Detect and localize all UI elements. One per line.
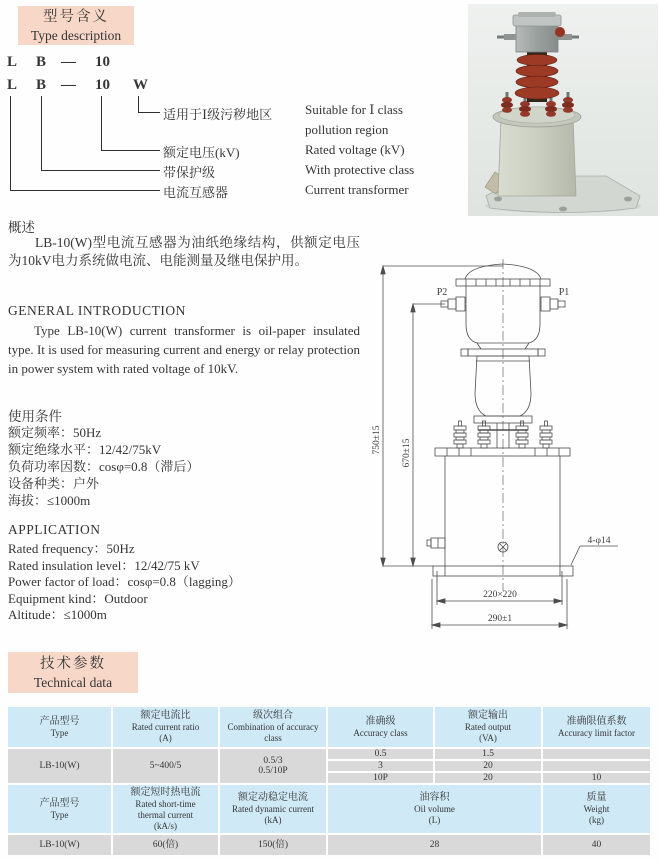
type-description-title-en: Type description xyxy=(30,27,122,43)
connector-line-l-horizontal xyxy=(10,190,160,191)
col-header-accuracy-combination: 级次组合 Combination of accuracy class xyxy=(220,707,326,747)
connector-line-10-horizontal xyxy=(101,150,160,151)
cell-oil-volume: 28 xyxy=(328,835,541,855)
usage-conditions-heading: 使用条件 xyxy=(8,409,62,424)
col-header-accuracy-class: 准确级 Accuracy class xyxy=(328,707,433,747)
application-heading: APPLICATION xyxy=(8,522,101,537)
product-photo xyxy=(468,4,658,216)
dim-label-220: 220×220 xyxy=(483,590,517,600)
usage-condition-item: 额定频率：50Hz xyxy=(8,425,102,440)
col-header-short-time-thermal-current: 额定短时热电流 Rated short-time thermal current (kA/s) xyxy=(113,785,218,833)
cell-rated-output: 20 xyxy=(435,761,541,771)
dim-label-750: 750±15 xyxy=(372,425,382,455)
technical-drawing xyxy=(370,253,660,665)
cell-weight: 40 xyxy=(543,835,650,855)
type-label-pollution-en-2: pollution region xyxy=(305,122,389,137)
photo-base-hole xyxy=(559,207,567,212)
cell-accuracy-class: 0.5 xyxy=(328,749,433,759)
holes-callout-label: 4-φ14 xyxy=(587,536,611,546)
overview-paragraph-zh: LB-10(W)型电流互感器为油纸绝缘结构，供额定电压为10kV电力系统做电流、电能测量及继电保护用。 xyxy=(8,235,360,268)
type-code-letter: — xyxy=(61,77,76,93)
type-code-letter: 10 xyxy=(95,77,110,93)
cell-rated-output: 20 xyxy=(435,773,541,783)
col-header-oil-volume: 油容积 Oil volume (L) xyxy=(328,785,541,833)
col-header-weight: 质量 Weight (kg) xyxy=(543,785,650,833)
technical-data-title-zh: 技术参数 xyxy=(40,656,106,672)
technical-data-header-box xyxy=(8,652,138,693)
general-introduction-heading: GENERAL INTRODUCTION xyxy=(8,303,186,318)
terminal-label-p1: P1 xyxy=(558,287,570,298)
connector-line-l-vertical xyxy=(10,96,11,191)
col-header-accuracy-limit-factor: 准确限值系数 Accuracy limit factor xyxy=(543,707,650,747)
col-header-dynamic-current: 额定动稳定电流 Rated dynamic current (kA) xyxy=(220,785,326,833)
type-label-ct-en: Current transformer xyxy=(305,182,409,197)
application-item: Equipment kind：Outdoor xyxy=(8,590,148,606)
cell-accuracy-combination: 0.5/3 0.5/10P xyxy=(220,749,326,783)
usage-condition-item: 海拔：≤1000m xyxy=(8,493,91,508)
drawing-terminal-p1 xyxy=(541,297,565,311)
drawing-tank-lid xyxy=(435,448,570,456)
cell-rated-output: 1.5 xyxy=(435,749,541,759)
type-label-protective-zh: 带保护级 xyxy=(163,165,216,180)
col-header-rated-current-ratio: 额定电流比 Rated current ratio (A) xyxy=(113,707,218,747)
type-code-letter: 10 xyxy=(95,54,110,70)
application-item: Rated insulation level：12/42/75 kV xyxy=(8,557,200,573)
connector-line-b-horizontal xyxy=(41,170,160,171)
connector-line-10-vertical xyxy=(101,96,102,151)
type-label-pollution-en-1: Suitable for Ⅰ class xyxy=(305,102,403,117)
type-code-letter: L xyxy=(7,54,18,70)
cell-product-type-2: LB-10(W) xyxy=(8,835,111,855)
spec-table xyxy=(8,707,650,855)
type-code-letter: — xyxy=(61,54,76,70)
col-header-rated-output: 额定输出 Rated output (VA) xyxy=(435,707,541,747)
general-introduction-paragraph: Type LB-10(W) current transformer is oil-paper insulated type. It is used for measuring current and energy or relay protection in power system with rated voltage of 10kV. xyxy=(8,323,360,376)
photo-base-hole xyxy=(624,197,632,202)
cell-product-type: LB-10(W) xyxy=(8,749,111,783)
photo-base-hole xyxy=(494,197,502,202)
usage-conditions-list xyxy=(8,424,199,509)
technical-data-title-en: Technical data xyxy=(33,674,113,690)
overview-heading-zh: 概述 xyxy=(8,220,35,235)
cell-accuracy-class: 10P xyxy=(328,773,433,783)
col-header-type-2: 产品型号 Type xyxy=(8,785,111,833)
type-code-letter: B xyxy=(36,77,47,93)
photo-head-red-fitting xyxy=(555,27,565,37)
type-code-letter: W xyxy=(133,77,148,93)
type-label-voltage-en: Rated voltage (kV) xyxy=(305,142,405,157)
type-label-pollution-zh: 适用于Ⅰ级污秽地区 xyxy=(163,107,273,122)
connector-line-w-vertical xyxy=(138,96,139,113)
type-description-title-zh: 型号含义 xyxy=(43,9,109,25)
application-item: Power factor of load：cosφ=0.8（lagging） xyxy=(8,574,241,589)
cell-rated-current-ratio: 5~400/5 xyxy=(113,749,218,783)
usage-condition-item: 额定绝缘水平：12/42/75kV xyxy=(8,442,162,457)
cell-accuracy-limit: 10 xyxy=(543,773,650,783)
terminal-label-p2: P2 xyxy=(436,287,448,298)
dim-label-290: 290±1 xyxy=(487,614,513,624)
application-item: Rated frequency：50Hz xyxy=(8,541,135,556)
connector-line-w-horizontal xyxy=(138,112,160,113)
connector-line-b-vertical xyxy=(41,96,42,171)
usage-condition-item: 设备种类：户外 xyxy=(8,476,100,491)
dim-label-670: 670±15 xyxy=(402,438,412,468)
type-label-voltage-zh: 额定电压(kV) xyxy=(163,145,240,160)
cell-accuracy-limit xyxy=(543,761,650,771)
type-label-ct-zh: 电流互感器 xyxy=(163,185,229,200)
cell-accuracy-class: 3 xyxy=(328,761,433,771)
application-item: Altitude：≤1000m xyxy=(8,607,107,622)
type-code-letter: B xyxy=(36,54,47,70)
usage-condition-item: 负荷功率因数：cosφ=0.8（滞后） xyxy=(8,459,200,474)
col-header-type: 产品型号 Type xyxy=(8,707,111,747)
application-list xyxy=(8,541,241,624)
cell-dynamic-current: 150(倍) xyxy=(220,835,326,855)
type-code-letter: L xyxy=(7,77,18,93)
type-label-protective-en: With protective class xyxy=(305,162,415,177)
cell-accuracy-limit xyxy=(543,749,650,759)
type-description-header-box xyxy=(18,6,134,45)
photo-tank-body xyxy=(498,117,576,196)
cell-thermal-current: 60(倍) xyxy=(113,835,218,855)
